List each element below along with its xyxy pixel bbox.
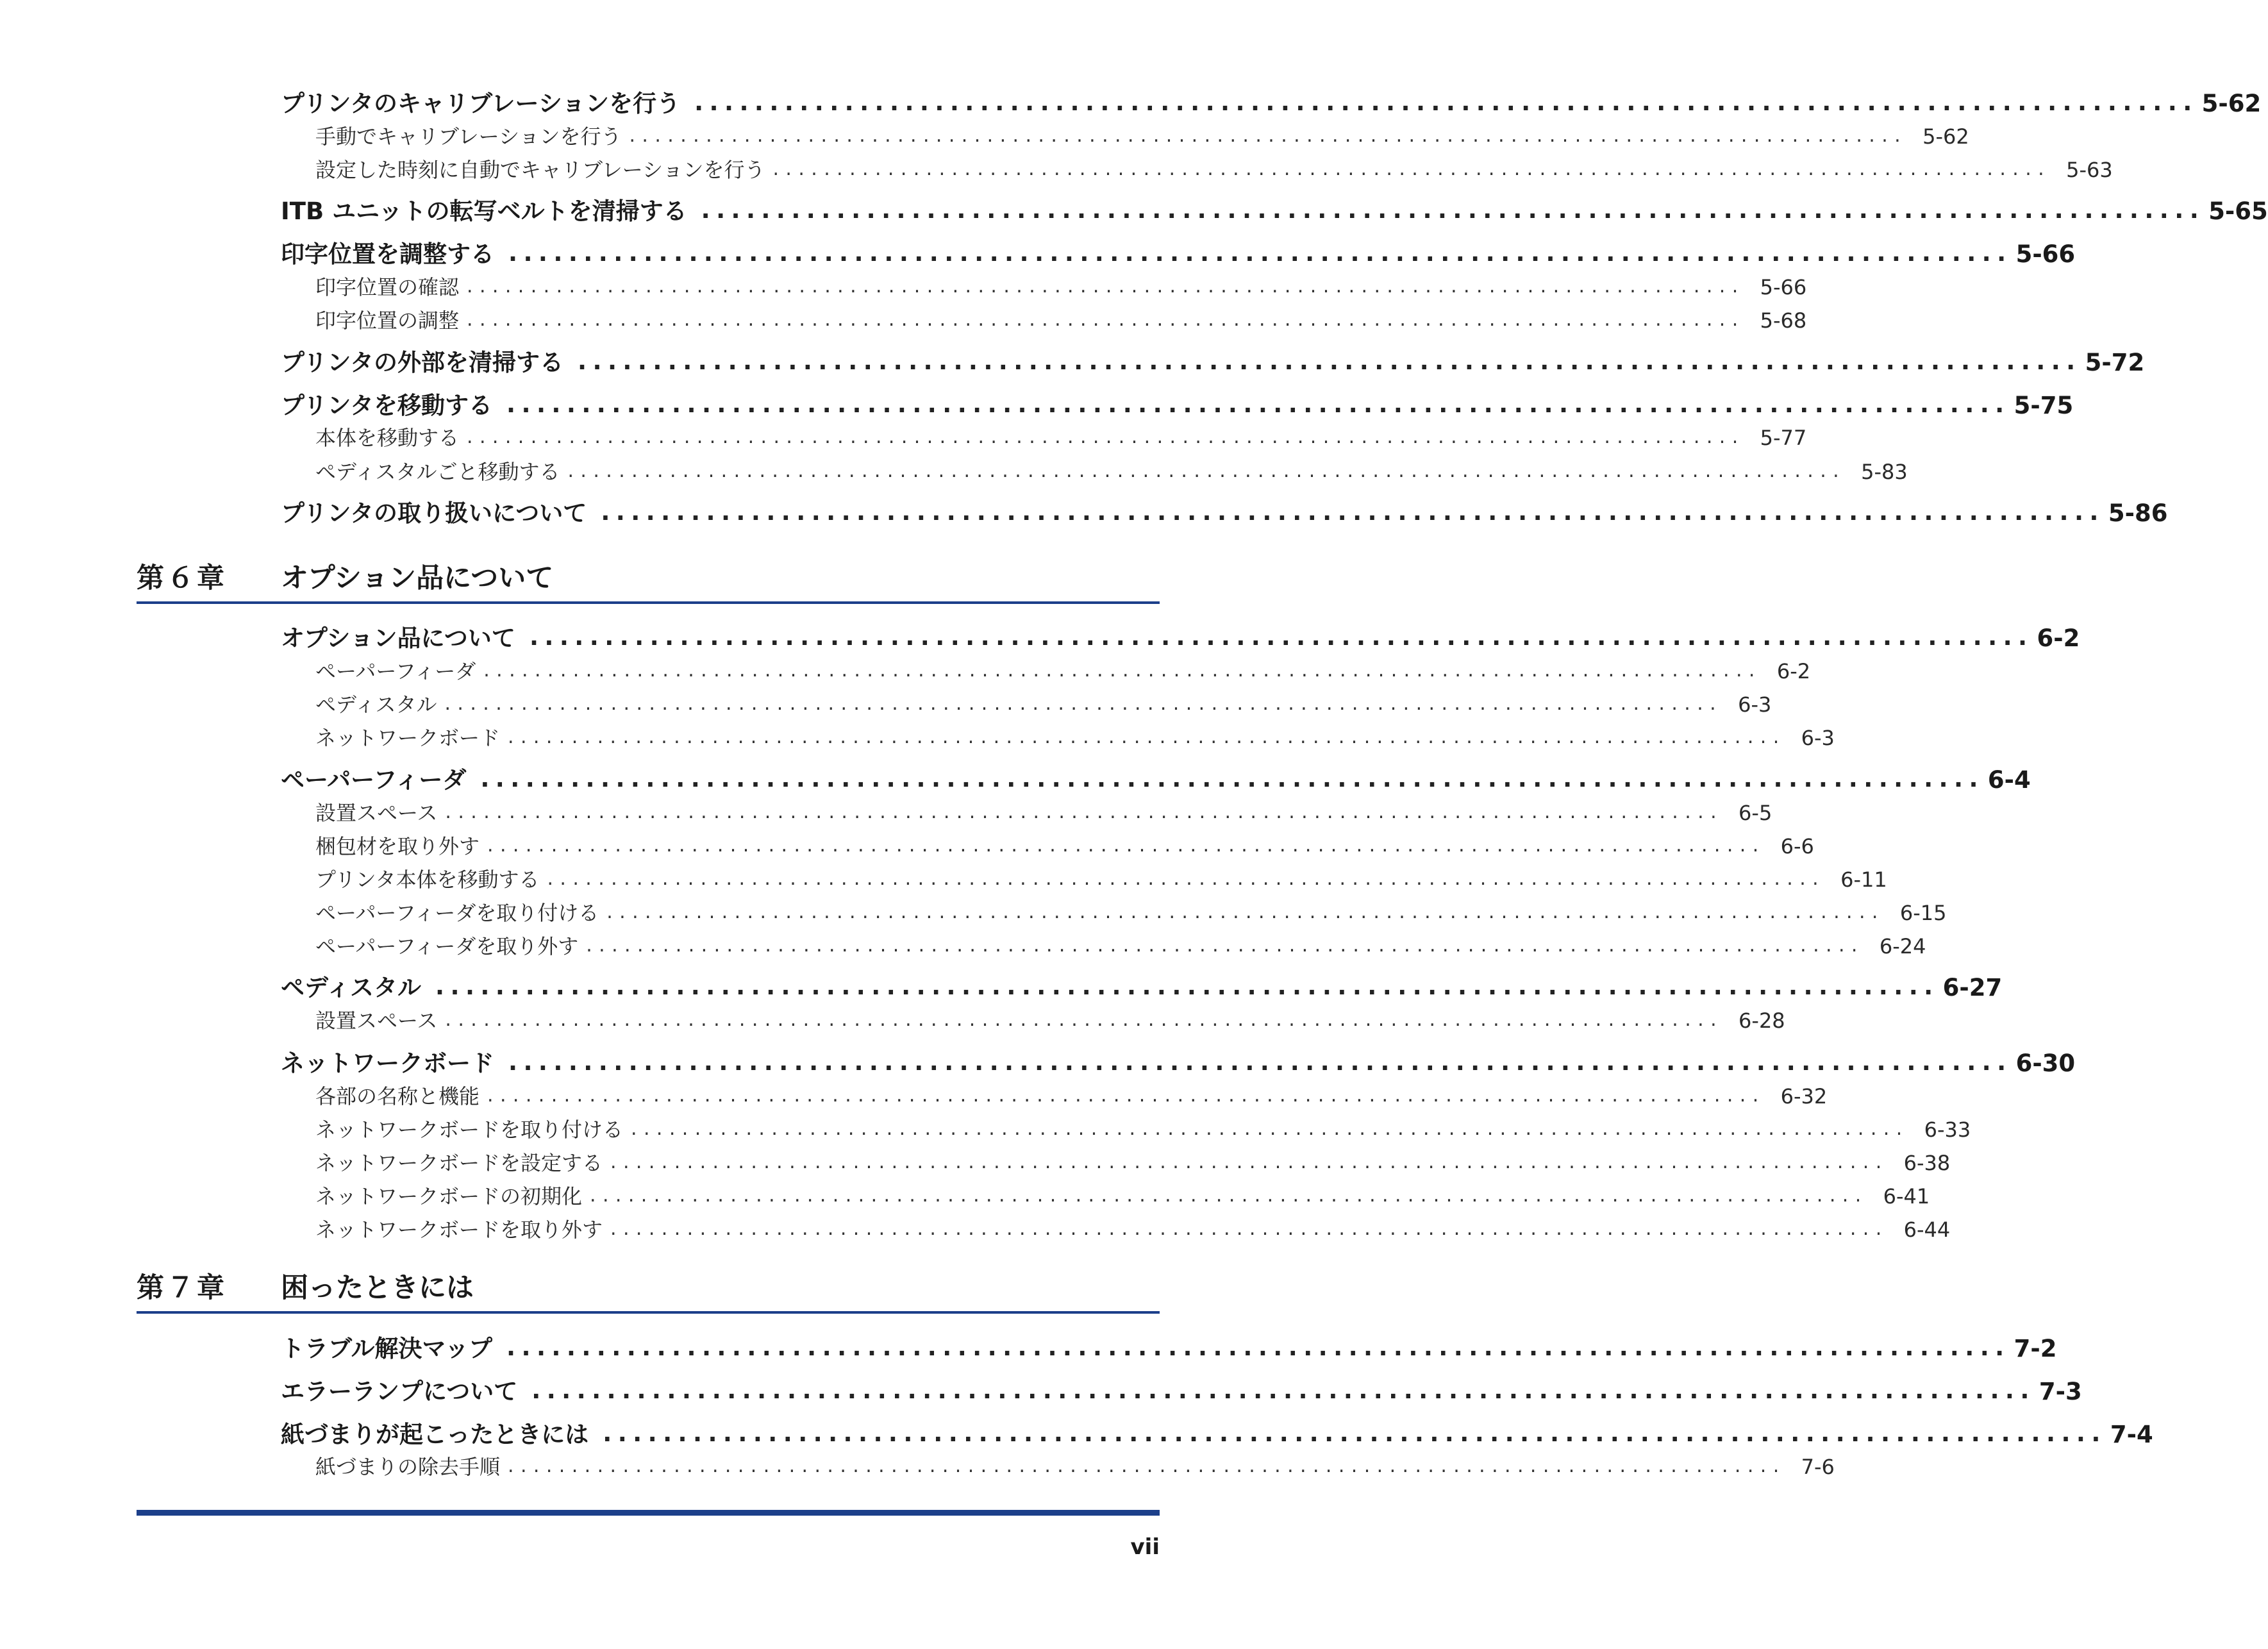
toc-entry[interactable] (281, 1046, 2076, 1077)
toc-entry-title: ネットワークボード (315, 726, 501, 750)
toc-entry[interactable] (281, 496, 2168, 527)
toc-entry-page: 6-2 (2037, 624, 2080, 652)
dot-leader: .................................................................................................... (610, 1151, 1889, 1173)
toc-subentry[interactable] (315, 864, 1887, 892)
toc-subentry[interactable] (315, 155, 2113, 182)
toc-entry-title: ペディスタル (281, 974, 422, 1001)
toc-entry-page: 5-66 (2015, 240, 2076, 268)
chapter-heading (137, 557, 1160, 614)
dot-leader: .................................................................................................... (772, 158, 2051, 180)
toc-entry[interactable] (281, 621, 2080, 652)
footer-rule (137, 1510, 1160, 1516)
toc-entry-title: 手動でキャリブレーションを行う (315, 124, 622, 149)
toc-entry-title: プリンタを移動する (281, 392, 493, 419)
dot-leader: .................................................................................................... (506, 1334, 2010, 1361)
toc-entry-title: ペーパーフィーダを取り外す (315, 934, 579, 958)
chapter-title: オプション品について (281, 562, 554, 594)
toc-entry[interactable] (281, 388, 2074, 419)
dot-leader: .................................................................................................... (567, 460, 1846, 482)
toc-entry-title: 本体を移動する (315, 426, 460, 450)
dot-leader: .................................................................................................... (487, 1084, 1765, 1107)
toc-entry-page: 6-2 (1776, 659, 1811, 683)
dot-leader: .................................................................................................... (483, 659, 1762, 682)
toc-subentry[interactable] (315, 1005, 1785, 1033)
dot-leader: .................................................................................................... (606, 901, 1885, 923)
dot-leader: .................................................................................................... (508, 726, 1786, 748)
chapter-number: 第６章 (137, 562, 227, 594)
chapter-heading (137, 1266, 1160, 1324)
toc-subentry[interactable] (315, 1114, 1971, 1142)
toc-entry-page: 5-62 (2201, 90, 2262, 117)
toc-entry-page: 5-62 (1922, 124, 1969, 149)
toc-entry-page: 6-33 (1924, 1117, 1971, 1142)
toc-entry-title: ネットワークボード (281, 1050, 494, 1077)
toc-entry-title: 設置スペース (315, 801, 438, 825)
toc-entry-title: ペーパーフィーダ (315, 659, 476, 683)
dot-leader: .................................................................................................... (578, 347, 2081, 375)
toc-entry-page: 5-65 (2208, 197, 2268, 225)
dot-leader: .................................................................................................... (467, 308, 1745, 331)
toc-entry-page: 6-32 (1780, 1084, 1828, 1109)
dot-leader: .................................................................................................... (467, 275, 1745, 297)
toc-subentry[interactable] (315, 1214, 1951, 1242)
dot-leader: .................................................................................................... (435, 973, 1939, 1000)
dot-leader: .................................................................................................... (529, 623, 2033, 651)
dot-leader: .................................................................................................... (701, 196, 2205, 224)
dot-leader: .................................................................................................... (467, 426, 1745, 448)
toc-entry-title: ペディスタル (315, 692, 437, 717)
toc-subentry[interactable] (315, 689, 1772, 717)
toc-entry-title: 梱包材を取り外す (315, 834, 480, 858)
toc-subentry[interactable] (315, 423, 1807, 450)
toc-entry[interactable] (281, 86, 2262, 117)
toc-entry[interactable] (281, 1331, 2057, 1362)
toc-entry-title: プリンタの取り扱いについて (281, 499, 587, 527)
toc-subentry[interactable] (315, 798, 1772, 825)
dot-leader: .................................................................................................... (508, 1048, 2012, 1076)
toc-subentry[interactable] (315, 272, 1807, 299)
toc-entry-title: ペーパーフィーダを取り付ける (315, 901, 599, 925)
toc-entry[interactable] (281, 970, 2003, 1001)
toc-entry-page: 5-66 (1760, 275, 1807, 299)
toc-entry-title: 設置スペース (315, 1009, 438, 1033)
toc-entry-title: 印字位置の調整 (315, 308, 460, 333)
toc-entry[interactable] (281, 1374, 2082, 1405)
toc-entry-title: 紙づまりの除去手順 (315, 1455, 501, 1479)
toc-entry-title: エラーランプについて (281, 1378, 518, 1405)
dot-leader: .................................................................................................... (508, 239, 2012, 267)
toc-entry-page: 6-44 (1903, 1218, 1951, 1242)
toc-entry-page: 6-15 (1899, 901, 1947, 925)
dot-leader: .................................................................................................... (629, 124, 1908, 147)
toc-entry-page: 5-75 (2014, 392, 2074, 419)
toc-entry-page: 6-38 (1903, 1151, 1951, 1175)
toc-entry[interactable] (281, 237, 2076, 268)
toc-subentry[interactable] (315, 931, 1926, 958)
dot-leader: .................................................................................................... (506, 390, 2010, 418)
toc-entry-page: 6-41 (1883, 1184, 1930, 1209)
dot-leader: .................................................................................................... (547, 867, 1826, 890)
dot-leader: .................................................................................................... (601, 498, 2105, 526)
toc-entry-page: 5-77 (1760, 426, 1807, 450)
toc-entry-title: 印字位置の確認 (315, 275, 460, 299)
toc-entry-title: プリンタのキャリブレーションを行う (281, 90, 681, 117)
toc-entry-page: 6-28 (1739, 1009, 1785, 1033)
toc-entry-page: 6-24 (1879, 934, 1926, 958)
toc-entry-page: 7-6 (1801, 1455, 1835, 1479)
dot-leader: .................................................................................................... (444, 692, 1723, 715)
toc-entry-page: 5-72 (2085, 349, 2145, 376)
toc-entry-page: 6-11 (1840, 867, 1887, 892)
toc-entry-title: ペディスタルごと移動する (315, 460, 560, 484)
dot-leader: .................................................................................................... (480, 765, 1984, 792)
toc-entry-title: 印字位置を調整する (281, 240, 494, 268)
toc-entry-title: ペーパーフィーダ (281, 766, 467, 794)
toc-subentry[interactable] (315, 656, 1811, 683)
toc-entry-title: 紙づまりが起こったときには (281, 1421, 589, 1448)
toc-entry[interactable] (281, 762, 2031, 794)
chapter-rule (137, 601, 1160, 604)
toc-entry-page: 7-4 (2110, 1421, 2153, 1448)
dot-leader: .................................................................................................... (610, 1218, 1889, 1240)
toc-entry-title: 設定した時刻に自動でキャリブレーションを行う (315, 158, 765, 182)
toc-entry-page: 5-86 (2108, 499, 2168, 527)
dot-leader: .................................................................................................... (694, 88, 2198, 116)
chapter-number: 第７章 (137, 1272, 227, 1304)
toc-entry-page: 5-63 (2066, 158, 2113, 182)
chapter-rule (137, 1311, 1160, 1314)
toc-entry-title: ネットワークボードを設定する (315, 1151, 603, 1175)
toc-entry-title: プリンタの外部を清掃する (281, 349, 564, 376)
dot-leader: .................................................................................................... (487, 834, 1765, 857)
toc-subentry[interactable] (315, 456, 1908, 484)
dot-leader: .................................................................................................... (586, 934, 1864, 957)
toc-entry[interactable] (281, 1417, 2153, 1448)
toc-entry-page: 5-68 (1760, 308, 1807, 333)
toc-entry-page: 6-30 (2015, 1050, 2076, 1077)
toc-entry-title: ITB ユニットの転写ベルトを清掃する (281, 197, 687, 225)
toc-entry-page: 7-2 (2014, 1335, 2057, 1362)
dot-leader: .................................................................................................... (531, 1377, 2035, 1404)
toc-entry[interactable] (281, 345, 2145, 376)
toc-entry-page: 6-3 (1738, 692, 1772, 717)
toc-subentry[interactable] (315, 121, 1969, 149)
toc-entry-title: ネットワークボードを取り付ける (315, 1117, 624, 1142)
toc-entry-page: 6-4 (1987, 766, 2031, 794)
toc-entry-title: ネットワークボードを取り外す (315, 1218, 603, 1242)
toc-subentry[interactable] (315, 898, 1947, 925)
toc-subentry[interactable] (315, 1181, 1930, 1209)
dot-leader: .................................................................................................... (590, 1184, 1868, 1207)
toc-entry-page: 6-6 (1780, 834, 1814, 858)
toc-entry-title: プリンタ本体を移動する (315, 867, 540, 892)
toc-entry-page: 6-5 (1739, 801, 1772, 825)
toc-entry-page: 7-3 (2039, 1378, 2082, 1405)
toc-subentry[interactable] (315, 1452, 1835, 1479)
toc-entry-title: 各部の名称と機能 (315, 1084, 480, 1109)
dot-leader: .................................................................................................... (603, 1419, 2106, 1447)
dot-leader: .................................................................................................... (631, 1117, 1909, 1140)
dot-leader: .................................................................................................... (445, 801, 1724, 823)
toc-entry-page: 6-3 (1801, 726, 1835, 750)
toc-entry-page: 5-83 (1861, 460, 1908, 484)
toc-entry-title: ネットワークボードの初期化 (315, 1184, 583, 1209)
chapter-title: 困ったときには (281, 1272, 474, 1304)
toc-subentry[interactable] (315, 305, 1807, 333)
dot-leader: .................................................................................................... (445, 1009, 1724, 1031)
toc-entry-title: トラブル解決マップ (281, 1335, 493, 1362)
toc-subentry[interactable] (315, 831, 1814, 858)
dot-leader: .................................................................................................... (508, 1455, 1786, 1477)
toc-entry-title: オプション品について (281, 624, 515, 652)
toc-subentry[interactable] (315, 1081, 1828, 1109)
toc-subentry[interactable] (315, 723, 1835, 750)
toc-entry-page: 6-27 (1942, 974, 2003, 1001)
toc-subentry[interactable] (315, 1148, 1951, 1175)
toc-entry[interactable] (281, 194, 2268, 225)
page-number: vii (1130, 1534, 1160, 1560)
